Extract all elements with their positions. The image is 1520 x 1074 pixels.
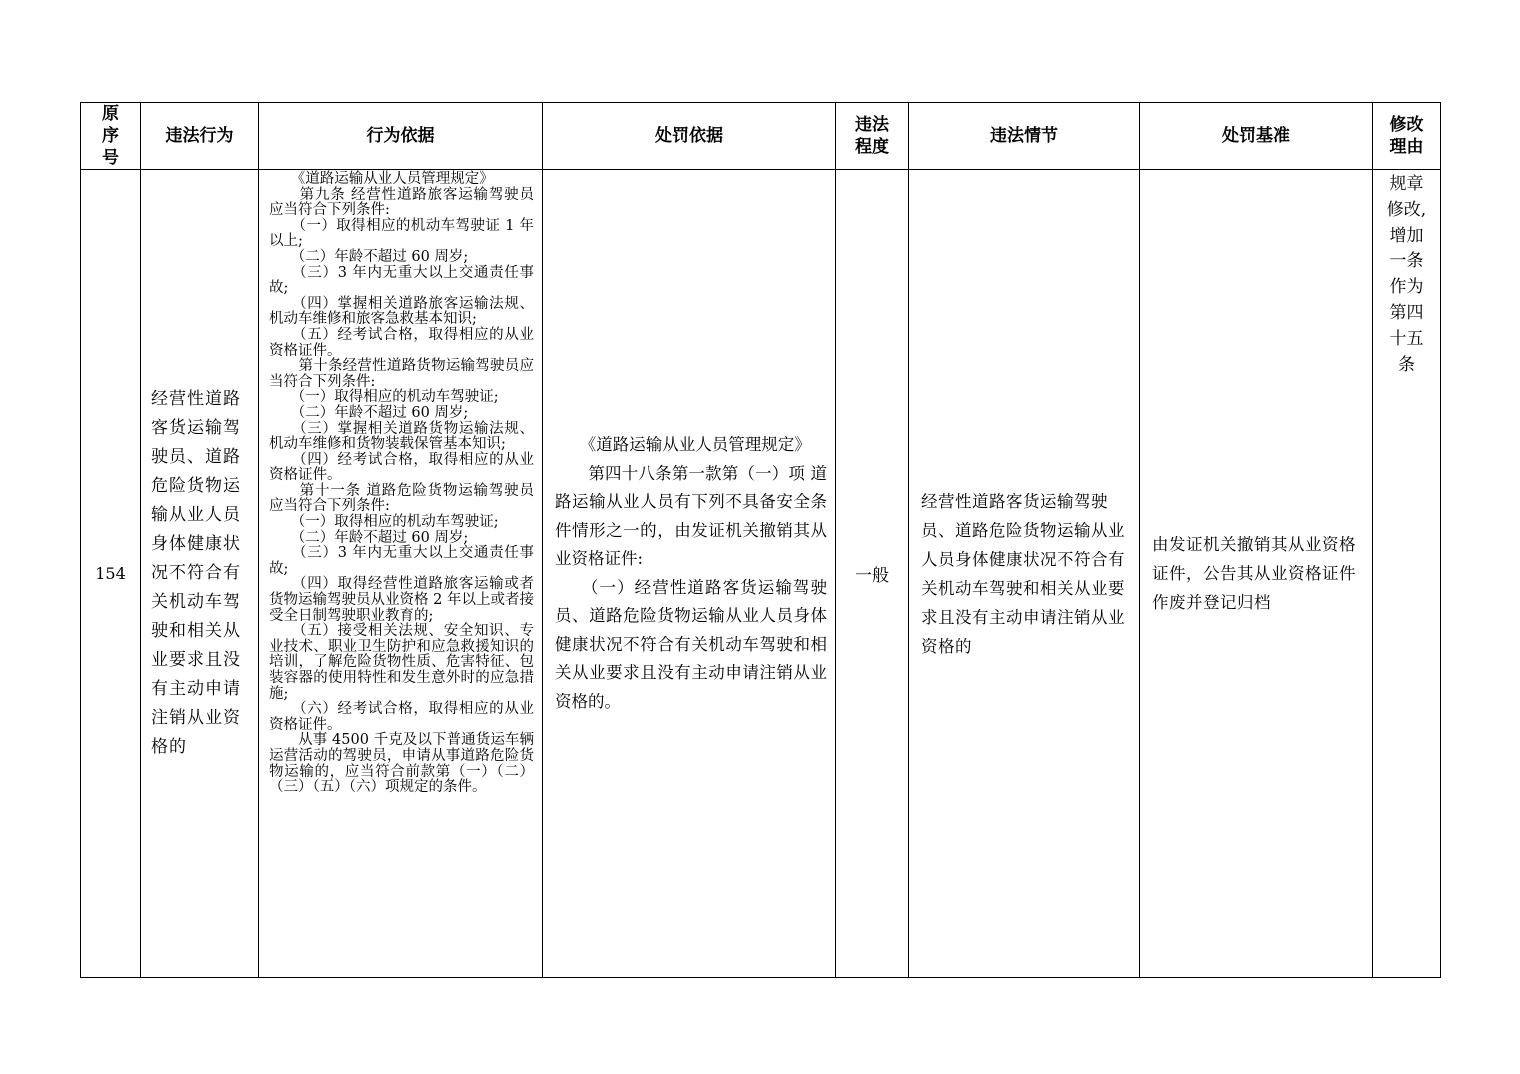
table-row <box>81 170 1441 978</box>
act-basis-line: （五）经考试合格，取得相应的从业资格证件。 <box>269 326 534 359</box>
header-row <box>81 103 1441 170</box>
act-basis-line: 第九条 经营性道路旅客运输驾驶员应当符合下列条件: <box>269 186 534 219</box>
act-basis-line: （六）经考试合格，取得相应的从业资格证件。 <box>269 701 534 733</box>
act-basis-line: （一）取得相应的机动车驾驶证 1 年以上; <box>269 217 534 250</box>
reason-line: 作为 <box>1389 277 1424 298</box>
cell-penalty-standard: 由发证机关撤销其从业资格证件，公告其从业资格证件作废并登记归档 <box>1140 170 1373 978</box>
act-basis-line: 第十一条 道路危险货物运输驾驶员应当符合下列条件: <box>269 482 534 515</box>
cell-circumstance: 经营性道路客货运输驾驶员、道路危险货物运输从业人员身体健康状况不符合有关机动车驾驶和相关从业要求且没有主动申请注销从业资格的 <box>909 170 1140 978</box>
act-basis-line: （三）3 年内无重大以上交通责任事故; <box>269 545 534 577</box>
header-penalty-basis: 处罚依据 <box>543 103 836 170</box>
act-basis-line: （四）掌握相关道路旅客运输法规、机动车维修和旅客急救基本知识; <box>269 295 534 328</box>
cell-original-no: 154 <box>81 170 141 978</box>
reason-line: 规章 <box>1389 174 1424 194</box>
cell-act-basis <box>259 170 543 978</box>
header-act-basis: 行为依据 <box>259 103 543 170</box>
act-basis-line: （二）年龄不超过 60 周岁; <box>269 529 469 546</box>
act-basis-line: 《道路运输从业人员管理规定》 <box>269 171 494 187</box>
penalty-basis-line: （一）经营性道路客货运输驾驶员、道路危险货物运输从业人员身体健康状况不符合有关机动车驾驶和相关从业要求且没有主动申请注销从业资格的。 <box>555 577 827 711</box>
act-basis-line: （五）接受相关法规、安全知识、专业技术、职业卫生防护和应急救援知识的培训，了解危险货物性质、危害特征、包装容器的使用特性和发生意外时的应急措施; <box>269 623 534 702</box>
cell-degree: 一般 <box>836 170 909 978</box>
act-basis-line: （三）3 年内无重大以上交通责任事故; <box>269 264 534 297</box>
reason-line: 修改, <box>1386 199 1427 220</box>
act-basis-line: 第十条经营性道路货物运输驾驶员应当符合下列条件: <box>269 358 534 390</box>
header-penalty-standard: 处罚基准 <box>1140 103 1373 170</box>
penalty-standard-table <box>80 102 1441 978</box>
penalty-basis-line: 《道路运输从业人员管理规定》 <box>555 435 811 454</box>
act-basis-line: （一）取得相应的机动车驾驶证; <box>269 514 499 531</box>
act-basis-line: 从事 4500 千克及以下普通货运车辆运营活动的驾驶员，申请从事道路危险货物运输的，应当符合前款第（一）（二）（三）（五）（六）项规定的条件。 <box>269 732 534 796</box>
header-original-no: 原序号 <box>81 103 141 170</box>
header-reason: 修改理由 <box>1373 103 1441 170</box>
cell-penalty-basis <box>543 170 836 978</box>
reason-line: 一条 <box>1389 251 1424 272</box>
header-violation: 违法行为 <box>141 103 259 170</box>
act-basis-line: （二）年龄不超过 60 周岁; <box>269 404 469 421</box>
act-basis-line: （四）经考试合格，取得相应的从业资格证件。 <box>269 451 534 484</box>
act-basis-line: （一）取得相应的机动车驾驶证; <box>269 389 499 406</box>
cell-reason <box>1373 170 1441 978</box>
penalty-basis-line: 第四十八条第一款第（一）项 道路运输从业人员有下列不具备安全条件情形之一的，由发证机关撤销其从业资格证件: <box>555 463 827 568</box>
reason-line: 第四 <box>1389 302 1424 323</box>
reason-line: 增加 <box>1389 225 1424 246</box>
cell-violation: 经营性道路客货运输驾驶员、道路危险货物运输从业人员身体健康状况不符合有关机动车驾驶和相关从业要求且没有主动申请注销从业资格的 <box>141 170 259 978</box>
reason-line: 十五 <box>1389 328 1424 349</box>
header-circumstance: 违法情节 <box>909 103 1140 170</box>
act-basis-line: （四）取得经营性道路旅客运输或者货物运输驾驶员从业资格 2 年以上或者接受全日制驾驶职业教育的; <box>269 576 534 624</box>
act-basis-line: （二）年龄不超过 60 周岁; <box>269 248 469 265</box>
act-basis-line: （三）掌握相关道路货物运输法规、机动车维修和货物装载保管基本知识; <box>269 420 534 453</box>
header-degree: 违法程度 <box>836 103 909 170</box>
reason-line: 条 <box>1398 354 1415 375</box>
